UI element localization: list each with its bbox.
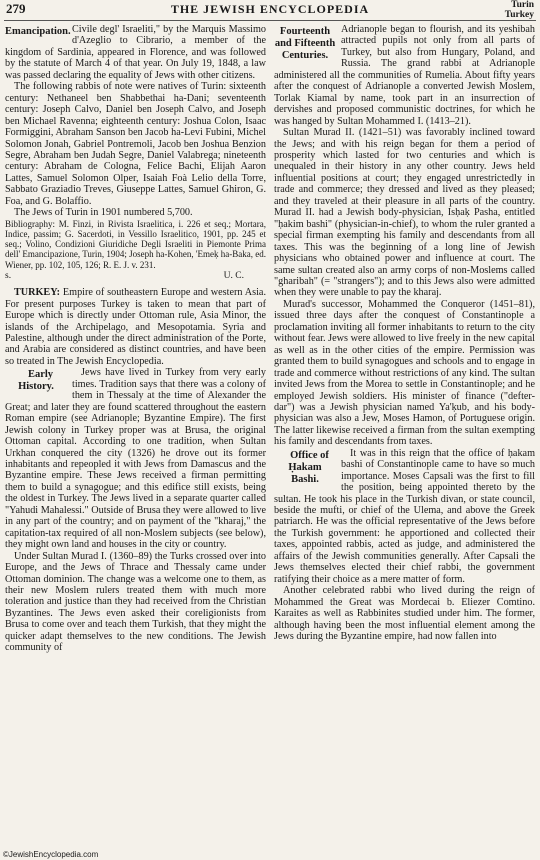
signature-line bbox=[5, 271, 266, 282]
page-number: 279 bbox=[6, 1, 26, 16]
paragraph bbox=[274, 24, 535, 127]
signature-left: s. bbox=[5, 270, 12, 281]
paragraph bbox=[5, 287, 266, 367]
paragraph bbox=[5, 367, 266, 550]
bibliography: Bibliography: M. Finzi, in Rivista Israelitica, i. 226 et seq.; Mortara, Indice, passim; G. Sacerdoti, in Vessillo Israelitico, 1901, pp. 245 et seq.; Volino, Condizioni Giuridiche Degli Israeliti in Piemonte Prima dell' Emancipazione, Turin, 1904; Joseph ha-Kohen, 'Emeḳ ha-Baka, ed. Wiener, pp. 102, 105, 126; R. E. J. v. 231. bbox=[5, 218, 266, 270]
left-column bbox=[5, 24, 266, 654]
footer-credit: ©JewishEncyclopedia.com bbox=[3, 850, 99, 859]
side-heading-emancipation: Emancipation. bbox=[5, 26, 71, 37]
entry-heading-turkey: TURKEY: bbox=[14, 287, 61, 299]
right-column bbox=[274, 24, 535, 642]
running-head-turkey: Turkey bbox=[504, 10, 534, 20]
paragraph-text: Empire of southeastern Europe and western Asia. For present purposes Turkey is taken to mean that part of Europe which is directly under Ottoman rule, Asia Minor, the islands of the Archipelago, and Mesopotamia. Syria and Palestine, although under the direct administration of the Porte, and Arabia are considered as distinct countries, and have been so treated in The Jewish Encyclopedia. bbox=[5, 287, 266, 367]
paragraph: The Jews of Turin in 1901 numbered 5,700. bbox=[14, 207, 193, 219]
side-heading-fourteenth-fifteenth: Fourteenth and Fifteenth Centuries. bbox=[274, 26, 336, 61]
running-head-turin: Turin bbox=[511, 0, 534, 10]
paragraph: Under Sultan Murad I. (1360–89) the Turks crossed over into Europe, and the Jews of Thrace and Thessaly came under Ottoman dominion. The change was a welcome one to them, as their new Moslem rulers treated them with much more toleration and justice than they had received from the Christian Byzantines. The Jews even asked their coreligionists from Brusa to come over and teach them Turkish, that they might the quicker adapt themselves to the new conditions. The Jewish community of bbox=[5, 550, 266, 654]
paragraph: The following rabbis of note were natives of Turin: sixteenth century: Nethaneel ben Shabbethai ha-Dani; seventeenth century: Joseph Calvo, Daniel ben Joseph Calvo, and Joseph ben Michael Ravenna; eighteenth century: Joshua Colon, Isaac Formiggini, Abraham Sanson ben Jacob ha-Levi Fubini, Michel Solomon Jonah, Gabriel Pontremoli, Jacob ben Joshua Benzion Segre, Abraham ben Judah Segre, Daniel Valabrega; nineteenth century: Abraham de Cologna, Felice Bachi, Elijah Aaron Lattes, Samuel Solomon Olper, Isaiah Foà Lelio della Torre, Sabbato Graziadio Treves, Giuseppe Lattes, Samuel Ghiron, G. Foa, and G. Bolaffio. bbox=[5, 81, 266, 207]
paragraph bbox=[5, 24, 266, 81]
page-header bbox=[4, 0, 536, 21]
running-title: THE JEWISH ENCYCLOPEDIA bbox=[170, 2, 370, 16]
paragraph-text: Jews have lived in Turkey from very early times. Tradition says that there was a colony of them in Thessaly at the time of Alexander the Great; and later they are found scattered throughout the eastern Roman empire (see Adrianople; Byzantine Empire). The first Jewish colony in Turkey proper was at Brusa, the original Ottoman capital. According to one tradition, when Sultan Urkhan conquered the city (1326) he drove out its former inhabitants and repeopled it with Jews from Damascus and the Byzantine empire. These Jews received a firman permitting them to build a synagogue; and this edifice still exists, being the oldest in Turkey. The Jews lived in a separate quarter called "Yahudi Mahalessi." Outside of Brusa they were allowed to live in any part of the country; and on payment of the "kharaj," the capitation-tax required of all non-Moslem subjects (see below), they might own land and houses in the city or country. bbox=[5, 367, 266, 551]
running-head bbox=[505, 0, 534, 20]
paragraph bbox=[274, 448, 535, 585]
paragraph-text: Adrianople began to flourish, and its yeshibah attracted pupils not only from all parts of Turkey, but also from Hungary, Poland, and Russia. The grand rabbi at Adrianople administered all the communities of Rumelia. About fifty years after the conquest of Adrianople a converted Jewish Moslem, Torlak Kiamal by name, took part in an insurrection of dervishes and proposed communistic doctrines, for which he was hanged by Sultan Mohammed I. (1413–21). bbox=[274, 24, 535, 127]
side-heading-early-history: Early History. bbox=[18, 369, 54, 393]
paragraph: Sultan Murad II. (1421–51) was favorably inclined toward the Jews; and with his reign began for them a period of prosperity which lasted for two centuries and which is unequaled in their history in any other country. Jews held influential positions at court; they engaged unrestrictedly in trade and commerce; they dressed and lived as they pleased; and they traveled at their pleasure in all parts of the country. Murad II. had a Jewish body-physician, Isḥaḳ Pasha, entitled "ḥakim bashi" (physician-in-chief), to whom the ruler granted a special firman exempting his family and descendants from all taxes. This was the beginning of a long line of Jewish physicians who obtained power and influence at court. The same sultan created also an army corps of non-Moslems called "gharibah" (= "strangers"); and to this Jews also were admitted when they were unable to pay the kharaj. bbox=[274, 127, 535, 299]
paragraph-text: It was in this reign that the office of ḥakam bashi of Constantinople came to have so much importance. Moses Capsali was the first to fill the position, being appointed thereto by the sultan. He took his place in the Turkish divan, or state council, beside the mufti, or chief of the Ulema, and above the Greek patriarch. He was the official representative of the Jews before the Turkish government: he apportioned and collected their taxes, appointed rabbis, acted as judge, and administered the affairs of the Jewish communities generally. After Capsali the Jews themselves elected their chief rabbi, the government ratifying their choice as a mere matter of form. bbox=[274, 447, 535, 585]
side-heading-hakam-bashi: Office of Ḥakam Bashi. bbox=[288, 449, 329, 485]
paragraph: Another celebrated rabbi who lived during the reign of Mohammed the Great was Mordecai b. Eliezer Comtino. Karaites as well as Rabbinites studied under him. The former, although having been the most influential element among the Jews during the Byzantine empire, had now fallen into bbox=[274, 585, 535, 643]
paragraph-text: Civile degl' Israeliti," by the Marquis Massimo d'Azeglio to Cibrario, a member of the kingdom of Sardinia, appeared in Florence, and was followed by the statute of March 4 of that year. On July 19, 1848, a law was passed declaring the equality of Jews with other citizens. bbox=[5, 24, 266, 81]
signature-right: U. C. bbox=[223, 270, 244, 281]
paragraph: Murad's successor, Mohammed the Conqueror (1451–81), issued three days after the conquest of Constantinople a proclamation inviting all former inhabitants to return to the city without fear. Jews were allowed to live freely in the new capital as well as in the other cities of the empire. Permission was granted them to build synagogues and schools and to engage in trade and commerce without restrictions of any kind. The sultan invited Jews from the Morea to settle in Constantinople; and he employed Jewish soldiers. His minister of finance ("defter-dar") was a Jewish physician named Ya'ḳub, and his body-physician was also a Jew, Moses Hamon, of Portuguese origin. The latter likewise received a firman from the sultan exempting his family and descendants from taxes. bbox=[274, 298, 535, 448]
